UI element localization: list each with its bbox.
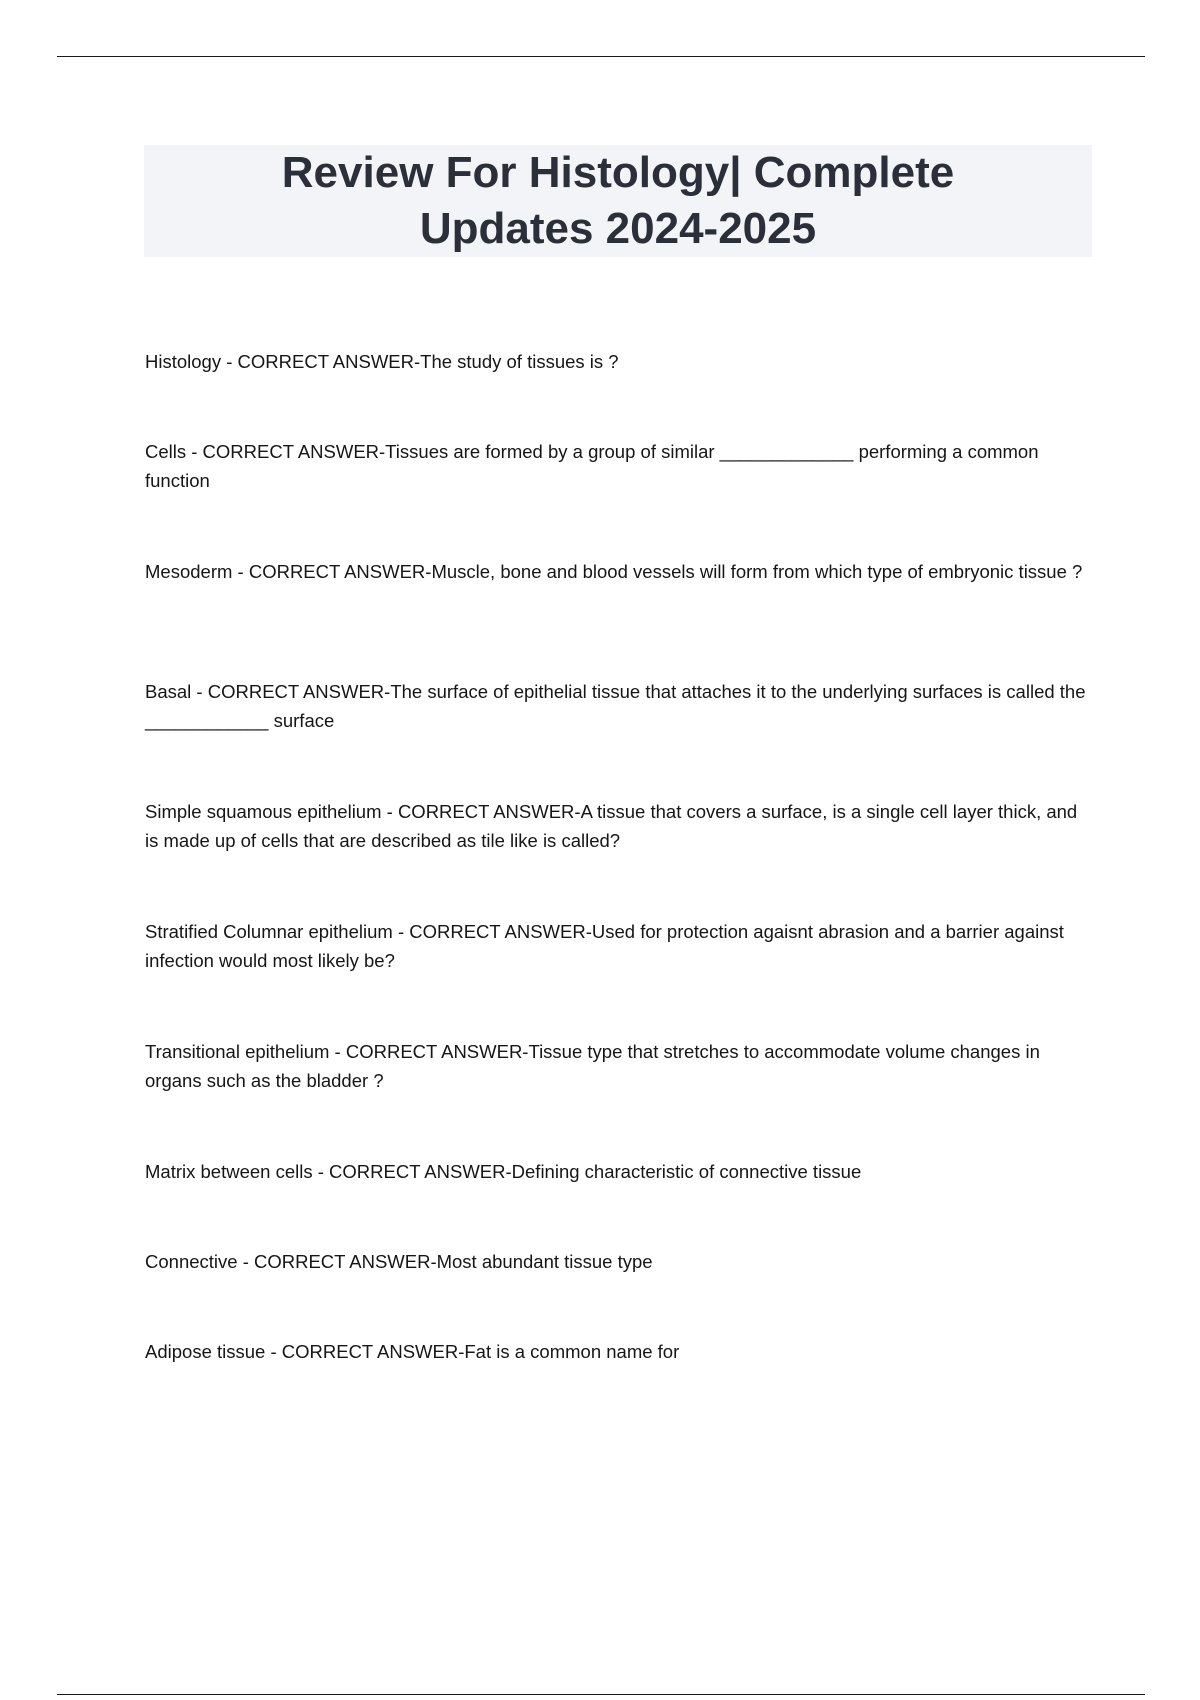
page-title-line-1: Review For Histology| Complete <box>281 148 955 197</box>
page-title <box>282 145 954 257</box>
bottom-rule <box>57 1694 1145 1695</box>
qa-item-8: Matrix between cells - CORRECT ANSWER-Defining characteristic of connective tissue <box>145 1161 862 1182</box>
qa-item-10: Adipose tissue - CORRECT ANSWER-Fat is a common name for <box>145 1341 680 1362</box>
qa-item-2: Cells - CORRECT ANSWER-Tissues are formed by a group of similar _____________ performing a common function <box>145 441 1039 491</box>
qa-item-4: Basal - CORRECT ANSWER-The surface of epithelial tissue that attaches it to the underlying surfaces is called the ____________ surface <box>145 681 1086 731</box>
top-rule <box>57 56 1145 57</box>
qa-item-1: Histology - CORRECT ANSWER-The study of tissues is ? <box>145 351 619 372</box>
qa-item-9: Connective - CORRECT ANSWER-Most abundant tissue type <box>145 1251 653 1272</box>
page-title-line-2: Updates 2024-2025 <box>419 204 817 253</box>
qa-item-5: Simple squamous epithelium - CORRECT ANSWER-A tissue that covers a surface, is a single cell layer thick, and is made up of cells that are described as tile like is called? <box>145 801 1078 851</box>
qa-item-7: Transitional epithelium - CORRECT ANSWER-Tissue type that stretches to accommodate volume changes in organs such as the bladder ? <box>145 1041 1040 1091</box>
title-banner <box>144 145 1092 257</box>
qa-item-6: Stratified Columnar epithelium - CORRECT ANSWER-Used for protection agaisnt abrasion and a barrier against infection would most likely be? <box>145 921 1064 971</box>
qa-item-3: Mesoderm - CORRECT ANSWER-Muscle, bone and blood vessels will form from which type of embryonic tissue ? <box>145 561 1083 582</box>
